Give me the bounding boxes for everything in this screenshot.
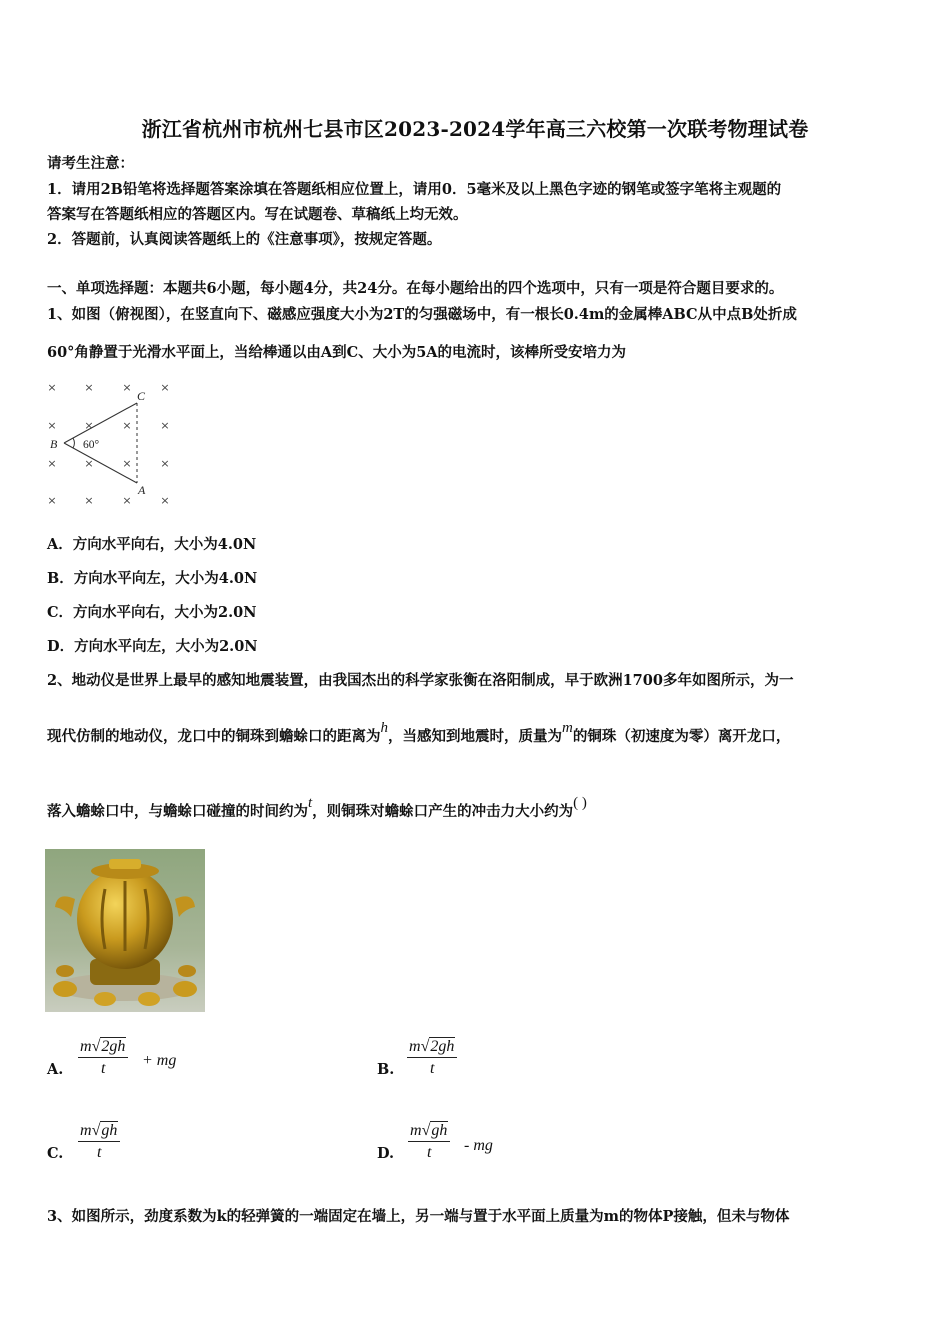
q2-option-c-fraction[interactable]: $\frac{m√gh}{t}$ bbox=[78, 1121, 120, 1162]
answer-paren: ( ) bbox=[573, 795, 587, 811]
field-cross: × bbox=[47, 494, 57, 507]
notice-line-2: 2．答题前，认真阅读答题纸上的《注意事项》，按规定答题。 bbox=[47, 231, 442, 248]
notice-heading: 请考生注意： bbox=[47, 155, 134, 172]
q2-option-a-tail: + mg bbox=[142, 1052, 177, 1069]
label-a: A bbox=[138, 483, 146, 497]
q2-option-b-label[interactable]: B. bbox=[377, 1061, 395, 1078]
field-cross: × bbox=[122, 419, 132, 432]
q1-stem-line-1: 1、如图（俯视图），在竖直向下、磁感应强度大小为2T的匀强磁场中，有一根长0.4m的金属棒ABC从中点B处折成 bbox=[47, 306, 797, 323]
field-cross: × bbox=[160, 494, 170, 507]
field-cross: × bbox=[47, 419, 57, 432]
field-cross: × bbox=[160, 457, 170, 470]
q2-stem-line-1: 2、地动仪是世界上最早的感知地震装置，由我国杰出的科学家张衡在洛阳制成，早于欧洲1700多年如图所示，为一 bbox=[47, 672, 794, 689]
q2-option-a-fraction[interactable]: $\frac{m√2gh}{t}$ bbox=[78, 1037, 128, 1078]
field-cross: × bbox=[160, 381, 170, 394]
q3-stem-line-1: 3、如图所示，劲度系数为k的轻弹簧的一端固定在墙上，另一端与置于水平面上质量为m的物体P接触，但未与物体 bbox=[47, 1208, 790, 1225]
var-m: m bbox=[562, 720, 573, 736]
field-cross: × bbox=[84, 419, 94, 432]
q1-option-d[interactable]: D．方向水平向左，大小为2.0N bbox=[47, 638, 258, 655]
q2-option-b-fraction[interactable]: $\frac{m√2gh}{t}$ bbox=[407, 1037, 457, 1078]
field-cross: × bbox=[84, 381, 94, 394]
angle-label: 60° bbox=[83, 439, 100, 451]
q2-option-c-label[interactable]: C. bbox=[47, 1145, 64, 1162]
notice-line-1b: 答案写在答题纸相应的答题区内。写在试题卷、草稿纸上均无效。 bbox=[47, 206, 468, 223]
page-title: 浙江省杭州市杭州七县市区2023-2024学年高三六校第一次联考物理试卷 bbox=[141, 117, 809, 141]
field-cross: × bbox=[122, 457, 132, 470]
q1-stem-line-2: 60°角静置于光滑水平面上，当给棒通以由A到C、大小为5A的电流时，该棒所受安培力为 bbox=[47, 344, 627, 361]
q2-option-d-label[interactable]: D. bbox=[377, 1145, 395, 1162]
field-cross: × bbox=[84, 457, 94, 470]
angle-arc bbox=[73, 438, 74, 448]
q1-option-b[interactable]: B．方向水平向左，大小为4.0N bbox=[47, 570, 258, 587]
field-cross: × bbox=[84, 494, 94, 507]
q1-figure bbox=[40, 378, 185, 508]
q2-option-d-tail: - mg bbox=[464, 1137, 493, 1154]
var-h: h bbox=[380, 720, 388, 736]
q2-stem-line-2: 现代仿制的地动仪，龙口中的铜珠到蟾蜍口的距离为h，当感知到地震时，质量为m的铜珠（初速度为零）离开龙口， bbox=[47, 720, 791, 745]
seismograph-photo bbox=[45, 849, 205, 1012]
var-t: t bbox=[308, 795, 313, 811]
field-cross: × bbox=[160, 419, 170, 432]
label-c: C bbox=[137, 389, 146, 403]
q1-option-a[interactable]: A．方向水平向右，大小为4.0N bbox=[47, 536, 257, 553]
q2-option-d-fraction[interactable]: $\frac{m√gh}{t}$ bbox=[408, 1121, 450, 1162]
section-heading: 一、单项选择题：本题共6小题，每小题4分，共24分。在每小题给出的四个选项中，只有一项是符合题目要求的。 bbox=[47, 280, 784, 297]
q1-option-c[interactable]: C．方向水平向右，大小为2.0N bbox=[47, 604, 257, 621]
field-cross: × bbox=[122, 381, 132, 394]
q2-option-a-label[interactable]: A. bbox=[47, 1061, 64, 1078]
field-cross: × bbox=[47, 457, 57, 470]
label-b: B bbox=[50, 437, 58, 451]
notice-line-1a: 1．请用2B铅笔将选择题答案涂填在答题纸相应位置上，请用0．5毫米及以上黑色字迹的钢笔或签字笔将主观题的 bbox=[47, 181, 782, 198]
field-cross: × bbox=[122, 494, 132, 507]
q2-stem-line-3: 落入蟾蜍口中，与蟾蜍口碰撞的时间约为t，则铜珠对蟾蜍口产生的冲击力大小约为( ) bbox=[47, 795, 587, 820]
field-cross: × bbox=[47, 381, 57, 394]
